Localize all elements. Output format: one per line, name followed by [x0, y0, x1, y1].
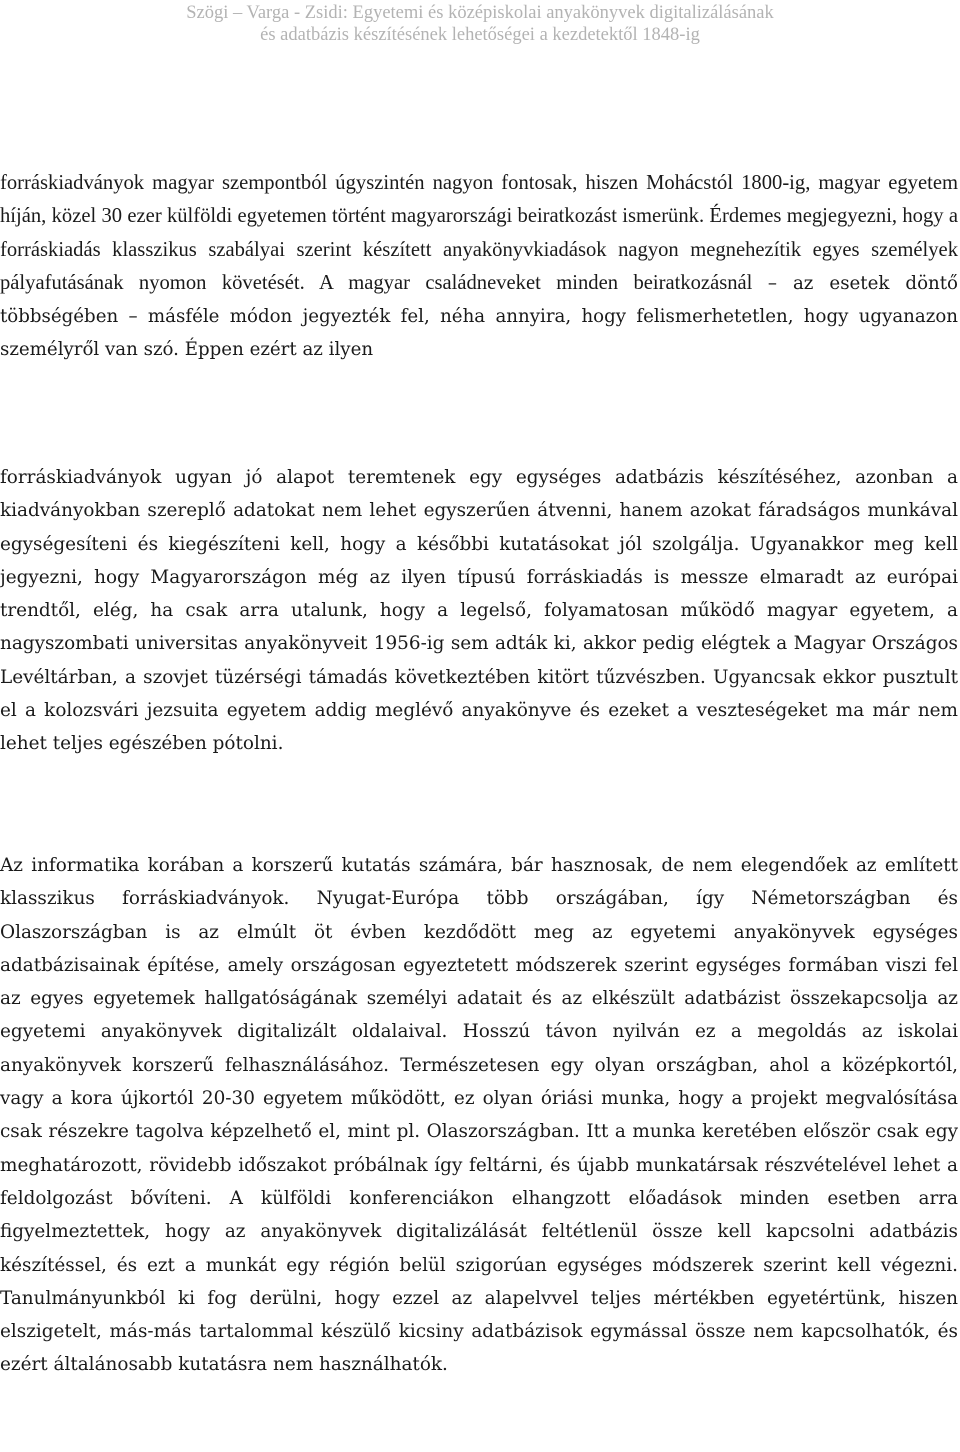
paragraph-2: forráskiadványok ugyan jó alapot teremtenek egy egységes adatbázis készítéséhez, azonban a kiadványokban szereplő adatokat nem lehet egyszerűen átvenni, hanem azokat fáradságos munkával egységesíteni és kiegészíteni kell, hogy a későbbi kutatásokat jól szolgálja. Ugyanakkor meg kell jegyezni, hogy Magyarországon még az ilyen típusú forráskiadás is messze elmaradt az európai trendtől, elég, ha csak arra utalunk, hogy a legelső, folyamatosan működő magyar egyetem, a nagyszombati universitas anyakönyveit 1956-ig sem adták ki, akkor pedig elégtek a Magyar Országos Levéltárban, a szovjet tüzérségi támadás következtében kitört tűzvészben. Ugyancsak ekkor pusztult el a kolozsvári jezsuita egyetem addig meglévő anyakönyve és ezeket a veszteségeket ma már nem lehet teljes egészében pótolni. [0, 467, 958, 755]
running-header [0, 2, 960, 46]
paragraph-3: Az informatika korában a korszerű kutatás számára, bár hasznosak, de nem elegendőek az említett klasszikus forráskiadványok. Nyugat-Európa több országában, így Németországban és Olaszországban is az elmúlt öt évben kezdődött meg az egyetemi anyakönyvek egységes adatbázisainak építése, amely országosan egyeztetett módszerek szerint egységes formában viszi fel az egyes egyetemek hallgatóságának személyi adatait és az elkészült adatbázist összekapcsolja az egyetemi anyakönyvek digitalizált oldalaival. Hosszú távon nyilván ez a megoldás az iskolai anyakönyvek korszerű felhasználásához. Természetesen egy olyan országban, ahol a középkortól, vagy a kora újkortól 20-30 egyetem működött, ez olyan óriási munka, hogy a projekt megvalósítása csak részekre tagolva képzelhető el, mint pl. Olaszországban. Itt a munka keretében először csak egy meghatározott, rövidebb időszakot próbálnak így feltárni, és újabb munkatársak részvételével lehet a feldolgozást bővíteni. A külföldi konferenciákon elhangzott előadások minden esetben arra figyelmeztettek, hogy az anyakönyvek digitalizálását feltétlenül össze kell kapcsolni adatbázis készítéssel, és ezt a munkát egy régión belül szigorúan egységes módszerek szerint kell végezni. Tanulmányunkból ki fog derülni, hogy ezzel az alapelvvel teljes mértékben egyetértünk, hiszen elszigetelt, más-más tartalommal készülő kicsiny adatbázisok egymással össze nem kapcsolhatók, és ezért általánosabb kutatásra nem használhatók. [0, 855, 958, 1376]
paragraph-1-continuation: – az esetek döntő többségében – másféle módon jegyezték fel, néha annyira, hogy felismerhetetlen, hogy ugyanazon személyről van szó. Éppen ezért az ilyen [0, 272, 958, 361]
paragraph-1 [0, 167, 958, 367]
header-line-1: Szögi – Varga - Zsidi: Egyetemi és középiskolai anyakönyvek digitalizálásának [186, 3, 774, 23]
header-line-2: és adatbázis készítésének lehetőségei a kezdetektől 1848-ig [260, 25, 700, 45]
paragraph-1-text: forráskiadványok magyar szempontból úgyszintén nagyon fontosak, hiszen Mohácstól 1800-ig, magyar egyetem híján, közel 30 ezer külföldi egyetemen történt magyarországi beiratkozást ismerünk. Érdemes megjegyezni, hogy a forráskiadás klasszikus szabályai szerint készített anyakönyvkiadások nagyon megnehezítik egyes személyek pályafutásának nyomon követését. A magyar családneveket minden beiratkozásnál [0, 172, 958, 294]
